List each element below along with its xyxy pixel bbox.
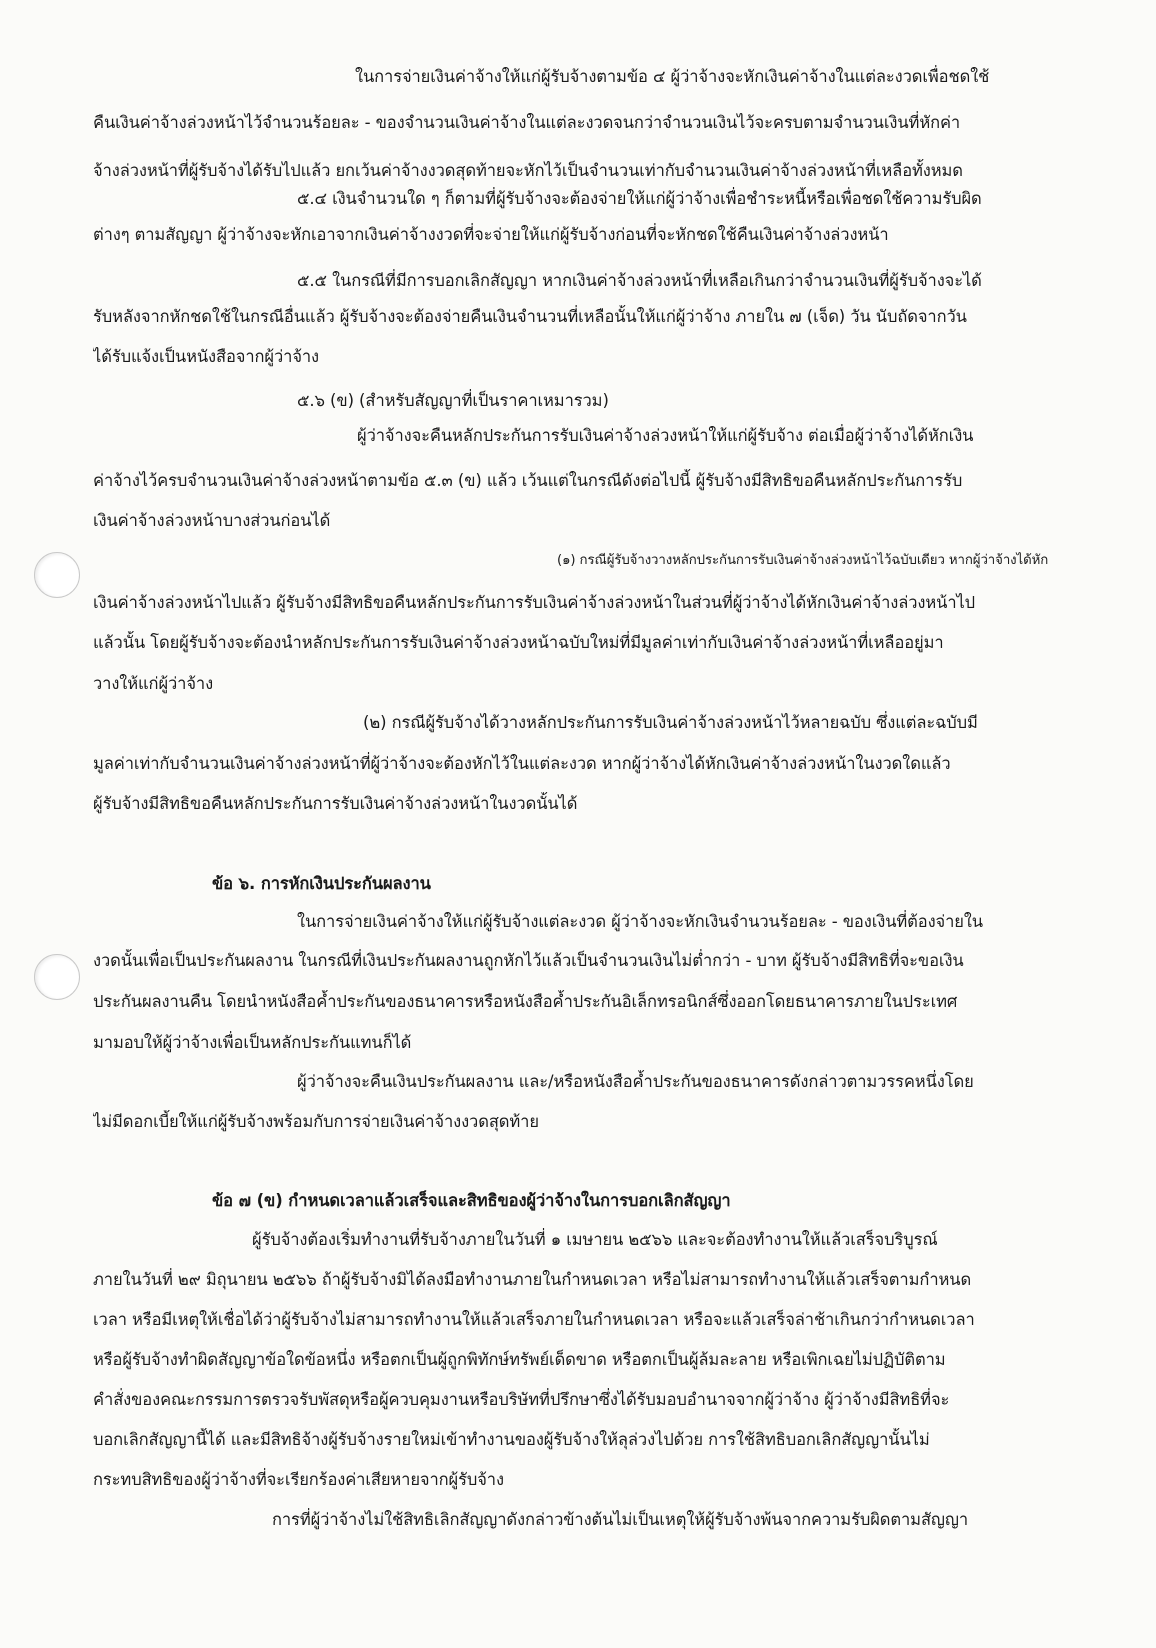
text-line: ๕.๕ ในกรณีที่มีการบอกเลิกสัญญา หากเงินค่าจ้างล่วงหน้าที่เหลือเกินกว่าจำนวนเงินที่ผู้รับจ้างจะได้ <box>297 271 982 290</box>
text-line: ผู้ว่าจ้างจะคืนหลักประกันการรับเงินค่าจ้างล่วงหน้าให้แก่ผู้รับจ้าง ต่อเมื่อผู้ว่าจ้างได้หักเงิน <box>357 426 974 445</box>
text-line: ค่าจ้างไว้ครบจำนวนเงินค่าจ้างล่วงหน้าตามข้อ ๕.๓ (ข) แล้ว เว้นแต่ในกรณีดังต่อไปนี้ ผู้รับจ้างมีสิทธิขอคืนหลักประกันการรับ <box>93 471 963 490</box>
text-line: ๕.๖ (ข) (สำหรับสัญญาที่เป็นราคาเหมารวม) <box>297 391 609 410</box>
text-line: ประกันผลงานคืน โดยนำหนังสือค้ำประกันของธนาคารหรือหนังสือค้ำประกันอิเล็กทรอนิกส์ซึ่งออกโดยธนาคารภายในประเทศ <box>93 992 958 1011</box>
text-line: ต่างๆ ตามสัญญา ผู้ว่าจ้างจะหักเอาจากเงินค่าจ้างงวดที่จะจ่ายให้แก่ผู้รับจ้างก่อนที่จะหักชดใช้คืนเงินค่าจ้างล่วงหน้า <box>93 225 889 244</box>
text-line: การที่ผู้ว่าจ้างไม่ใช้สิทธิเลิกสัญญาดังกล่าวข้างต้นไม่เป็นเหตุให้ผู้รับจ้างพ้นจากความรับผิดตามสัญญา <box>272 1510 969 1529</box>
text-line: จ้างล่วงหน้าที่ผู้รับจ้างได้รับไปแล้ว ยกเว้นค่าจ้างงวดสุดท้ายจะหักไว้เป็นจำนวนเท่ากับจำนวนเงินค่าจ้างล่วงหน้าที่เหลือทั้งหมด <box>93 161 963 180</box>
text-line: มูลค่าเท่ากับจำนวนเงินค่าจ้างล่วงหน้าที่ผู้ว่าจ้างจะต้องหักไว้ในแต่ละงวด หากผู้ว่าจ้างได้หักเงินค่าจ้างล่วงหน้าในงวดใดแล้ว <box>93 754 951 773</box>
text-line: เวลา หรือมีเหตุให้เชื่อได้ว่าผู้รับจ้างไม่สามารถทำงานให้แล้วเสร็จภายในกำหนดเวลา หรือจะแล้วเสร็จล่าช้าเกินกว่ากำหนดเวลา <box>93 1310 975 1329</box>
text-line: (๒) กรณีผู้รับจ้างได้วางหลักประกันการรับเงินค่าจ้างล่วงหน้าไว้หลายฉบับ ซึ่งแต่ละฉบับมี <box>363 713 978 732</box>
text-line: ในการจ่ายเงินค่าจ้างให้แก่ผู้รับจ้างตามข้อ ๔ ผู้ว่าจ้างจะหักเงินค่าจ้างในแต่ละงวดเพื่อชดใช้ <box>355 67 990 86</box>
text-line: บอกเลิกสัญญานี้ได้ และมีสิทธิจ้างผู้รับจ้างรายใหม่เข้าทำงานของผู้รับจ้างให้ลุล่วงไปด้วย การใช้สิทธิบอกเลิกสัญญานั้นไม่ <box>93 1430 930 1449</box>
text-line: หรือผู้รับจ้างทำผิดสัญญาข้อใดข้อหนึ่ง หรือตกเป็นผู้ถูกพิทักษ์ทรัพย์เด็ดขาด หรือตกเป็นผู้ล้มละลาย หรือเพิกเฉยไม่ปฏิบัติตาม <box>93 1350 946 1369</box>
text-line: กระทบสิทธิของผู้ว่าจ้างที่จะเรียกร้องค่าเสียหายจากผู้รับจ้าง <box>93 1470 504 1489</box>
text-line: รับหลังจากหักชดใช้ในกรณีอื่นแล้ว ผู้รับจ้างจะต้องจ่ายคืนเงินจำนวนที่เหลือนั้นให้แก่ผู้ว่าจ้าง ภายใน ๗ (เจ็ด) วัน นับถัดจากวัน <box>93 307 967 326</box>
section-6-heading: ข้อ ๖. การหักเงินประกันผลงาน <box>212 874 431 893</box>
text-line: มามอบให้ผู้ว่าจ้างเพื่อเป็นหลักประกันแทนก็ได้ <box>93 1033 412 1052</box>
text-line: ผู้ว่าจ้างจะคืนเงินประกันผลงาน และ/หรือหนังสือค้ำประกันของธนาคารดังกล่าวตามวรรคหนึ่งโดย <box>297 1072 974 1091</box>
text-line: ๕.๔ เงินจำนวนใด ๆ ก็ตามที่ผู้รับจ้างจะต้องจ่ายให้แก่ผู้ว่าจ้างเพื่อชำระหนี้หรือเพื่อชดใช้ความรับผิด <box>297 189 982 208</box>
punch-hole-bottom <box>34 954 80 1000</box>
text-line: ผู้รับจ้างต้องเริ่มทำงานที่รับจ้างภายในวันที่ ๑ เมษายน ๒๕๖๖ และจะต้องทำงานให้แล้วเสร็จบริบูรณ์ <box>252 1230 938 1249</box>
text-line: ในการจ่ายเงินค่าจ้างให้แก่ผู้รับจ้างแต่ละงวด ผู้ว่าจ้างจะหักเงินจำนวนร้อยละ - ของเงินที่ต้องจ่ายใน <box>297 912 983 931</box>
punch-hole-top <box>34 552 80 598</box>
text-line: วางให้แก่ผู้ว่าจ้าง <box>93 674 214 693</box>
text-line: เงินค่าจ้างล่วงหน้าบางส่วนก่อนได้ <box>93 511 331 530</box>
text-line: ผู้รับจ้างมีสิทธิขอคืนหลักประกันการรับเงินค่าจ้างล่วงหน้าในงวดนั้นได้ <box>93 794 578 813</box>
section-7-heading: ข้อ ๗ (ข) กำหนดเวลาแล้วเสร็จและสิทธิของผู้ว่าจ้างในการบอกเลิกสัญญา <box>212 1191 731 1210</box>
text-line: ไม่มีดอกเบี้ยให้แก่ผู้รับจ้างพร้อมกับการจ่ายเงินค่าจ้างงวดสุดท้าย <box>93 1112 539 1131</box>
text-line: ได้รับแจ้งเป็นหนังสือจากผู้ว่าจ้าง <box>93 347 320 366</box>
text-line: ภายในวันที่ ๒๙ มิถุนายน ๒๕๖๖ ถ้าผู้รับจ้างมิได้ลงมือทำงานภายในกำหนดเวลา หรือไม่สามารถทำงานให้แล้วเสร็จตามกำหนด <box>93 1270 972 1289</box>
text-line: คำสั่งของคณะกรรมการตรวจรับพัสดุหรือผู้ควบคุมงานหรือบริษัทที่ปรึกษาซึ่งได้รับมอบอำนาจจากผู้ว่าจ้าง ผู้ว่าจ้างมีสิทธิที่จะ <box>93 1390 950 1409</box>
text-line: เงินค่าจ้างล่วงหน้าไปแล้ว ผู้รับจ้างมีสิทธิขอคืนหลักประกันการรับเงินค่าจ้างล่วงหน้าในส่วนที่ผู้ว่าจ้างได้หักเงินค่าจ้างล่วงหน้าไป <box>93 593 976 612</box>
text-line: แล้วนั้น โดยผู้รับจ้างจะต้องนำหลักประกันการรับเงินค่าจ้างล่วงหน้าฉบับใหม่ที่มีมูลค่าเท่ากับเงินค่าจ้างล่วงหน้าที่เหลืออยู่มา <box>93 633 944 652</box>
text-line: งวดนั้นเพื่อเป็นประกันผลงาน ในกรณีที่เงินประกันผลงานถูกหักไว้แล้วเป็นจำนวนเงินไม่ต่ำกว่า - บาท ผู้รับจ้างมีสิทธิที่จะขอเงิน <box>93 951 964 970</box>
text-line: (๑) กรณีผู้รับจ้างวางหลักประกันการรับเงินค่าจ้างล่วงหน้าไว้ฉบับเดียว หากผู้ว่าจ้างได้หัก <box>557 553 1049 568</box>
text-line: คืนเงินค่าจ้างล่วงหน้าไว้จำนวนร้อยละ - ของจำนวนเงินค่าจ้างในแต่ละงวดจนกว่าจำนวนเงินไว้จะครบตามจำนวนเงินที่หักค่า <box>93 113 961 132</box>
